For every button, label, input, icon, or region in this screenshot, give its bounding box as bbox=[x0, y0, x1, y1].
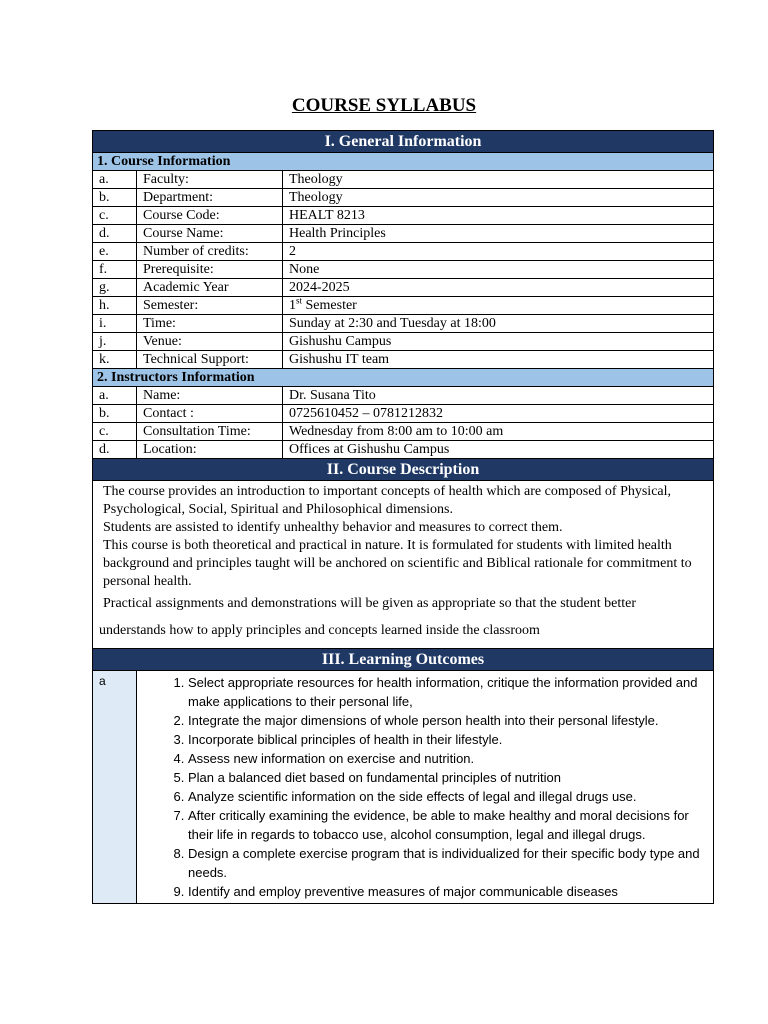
course_info-row bbox=[93, 225, 714, 243]
course-description-title: II. Course Description bbox=[93, 459, 714, 481]
row-value: 0725610452 – 0781212832 bbox=[283, 405, 714, 423]
row-value: Theology bbox=[283, 189, 714, 207]
learning-outcomes-title: III. Learning Outcomes bbox=[93, 649, 714, 671]
learning-outcomes-row bbox=[93, 671, 714, 904]
course_info-row bbox=[93, 261, 714, 279]
course-info-label: 1. Course Information bbox=[93, 153, 714, 171]
value-superscript: st bbox=[296, 295, 303, 306]
row-value: HEALT 8213 bbox=[283, 207, 714, 225]
description-paragraph: Practical assignments and demonstrations will be given as appropriate so that the student better bbox=[103, 596, 637, 611]
general-info-header bbox=[93, 131, 714, 153]
course_info-row bbox=[93, 351, 714, 369]
row-label: Consultation Time: bbox=[137, 423, 283, 441]
row-letter: g. bbox=[93, 279, 137, 297]
outcome-item: 3. Incorporate biblical principles of health in their lifestyle. bbox=[188, 730, 707, 749]
row-label: Academic Year bbox=[137, 279, 283, 297]
instructor-info-subheader bbox=[93, 369, 714, 387]
row-label: Course Code: bbox=[137, 207, 283, 225]
row-letter: b. bbox=[93, 405, 137, 423]
row-value: Theology bbox=[283, 171, 714, 189]
learning-outcomes-header bbox=[93, 649, 714, 671]
row-letter: c. bbox=[93, 423, 137, 441]
description-paragraph: This course is both theoretical and practical in nature. It is formulated for students with limited health background and principles taught will be anchored on scientific and Biblical rationale for commitment to personal health. bbox=[103, 538, 692, 589]
row-label: Venue: bbox=[137, 333, 283, 351]
outcome-item: 4. Assess new information on exercise and nutrition. bbox=[188, 749, 707, 768]
row-label: Course Name: bbox=[137, 225, 283, 243]
outcome-item: 1. Select appropriate resources for health information, critique the information provided and make applications to their personal life, bbox=[188, 673, 707, 711]
row-letter: c. bbox=[93, 207, 137, 225]
row-letter: k. bbox=[93, 351, 137, 369]
course_info-row bbox=[93, 333, 714, 351]
course_info-row bbox=[93, 189, 714, 207]
value-rest: Semester bbox=[302, 298, 357, 313]
course_info-row bbox=[93, 279, 714, 297]
description-paragraph: understands how to apply principles and concepts learned inside the classroom bbox=[99, 623, 540, 638]
outcomes-list bbox=[137, 673, 707, 901]
outcome-letter: a bbox=[93, 671, 137, 904]
course_info-row bbox=[93, 207, 714, 225]
instructor_info-row bbox=[93, 405, 714, 423]
outcome-item: 8. Design a complete exercise program that is individualized for their specific body type and needs. bbox=[188, 844, 707, 882]
row-value: Offices at Gishushu Campus bbox=[283, 441, 714, 459]
course_info-row bbox=[93, 315, 714, 333]
course-description-text bbox=[93, 481, 714, 649]
row-value: Health Principles bbox=[283, 225, 714, 243]
row-letter: d. bbox=[93, 225, 137, 243]
row-value: 2 bbox=[283, 243, 714, 261]
row-label: Time: bbox=[137, 315, 283, 333]
row-value: Wednesday from 8:00 am to 10:00 am bbox=[283, 423, 714, 441]
row-letter: f. bbox=[93, 261, 137, 279]
course-info-subheader bbox=[93, 153, 714, 171]
row-letter: i. bbox=[93, 315, 137, 333]
outcome-item: 7. After critically examining the evidence, be able to make healthy and moral decisions for their life in regards to tobacco use, alcohol consumption, legal and illegal drugs. bbox=[188, 806, 707, 844]
row-value: Dr. Susana Tito bbox=[283, 387, 714, 405]
row-letter: a. bbox=[93, 171, 137, 189]
course-description-row bbox=[93, 481, 714, 649]
syllabus-table bbox=[92, 130, 714, 904]
course_info-row bbox=[93, 243, 714, 261]
row-letter: h. bbox=[93, 297, 137, 315]
row-letter: j. bbox=[93, 333, 137, 351]
row-value: Gishushu Campus bbox=[283, 333, 714, 351]
row-label: Technical Support: bbox=[137, 351, 283, 369]
course_info-row bbox=[93, 297, 714, 315]
outcome-item: 6. Analyze scientific information on the side effects of legal and illegal drugs use. bbox=[188, 787, 707, 806]
row-letter: e. bbox=[93, 243, 137, 261]
row-value: Sunday at 2:30 and Tuesday at 18:00 bbox=[283, 315, 714, 333]
course_info-row bbox=[93, 171, 714, 189]
value-number: 1 bbox=[289, 298, 296, 313]
row-value bbox=[283, 297, 714, 315]
row-letter: d. bbox=[93, 441, 137, 459]
outcome-item: 9. Identify and employ preventive measures of major communicable diseases bbox=[188, 882, 707, 901]
outcome-item: 5. Plan a balanced diet based on fundamental principles of nutrition bbox=[188, 768, 707, 787]
row-label: Name: bbox=[137, 387, 283, 405]
outcomes-list-cell bbox=[137, 671, 714, 904]
row-label: Contact : bbox=[137, 405, 283, 423]
row-label: Faculty: bbox=[137, 171, 283, 189]
syllabus-document bbox=[92, 130, 714, 904]
row-letter: a. bbox=[93, 387, 137, 405]
row-label: Prerequisite: bbox=[137, 261, 283, 279]
row-label: Department: bbox=[137, 189, 283, 207]
row-value: Gishushu IT team bbox=[283, 351, 714, 369]
outcome-item: 2. Integrate the major dimensions of whole person health into their personal lifestyle. bbox=[188, 711, 707, 730]
instructor_info-row bbox=[93, 423, 714, 441]
document-title: COURSE SYLLABUS bbox=[291, 95, 477, 116]
instructor_info-row bbox=[93, 387, 714, 405]
course-description-header bbox=[93, 459, 714, 481]
row-value: 2024-2025 bbox=[283, 279, 714, 297]
description-paragraph: Students are assisted to identify unhealthy behavior and measures to correct them. bbox=[103, 520, 563, 535]
row-value: None bbox=[283, 261, 714, 279]
row-label: Number of credits: bbox=[137, 243, 283, 261]
instructor-info-label: 2. Instructors Information bbox=[93, 369, 714, 387]
instructor_info-row bbox=[93, 441, 714, 459]
row-label: Location: bbox=[137, 441, 283, 459]
row-label: Semester: bbox=[137, 297, 283, 315]
general-info-title: I. General Information bbox=[93, 131, 714, 153]
row-letter: b. bbox=[93, 189, 137, 207]
description-paragraph: The course provides an introduction to important concepts of health which are composed of Physical, Psychological, Social, Spiritual and Philosophical dimensions. bbox=[103, 484, 672, 517]
